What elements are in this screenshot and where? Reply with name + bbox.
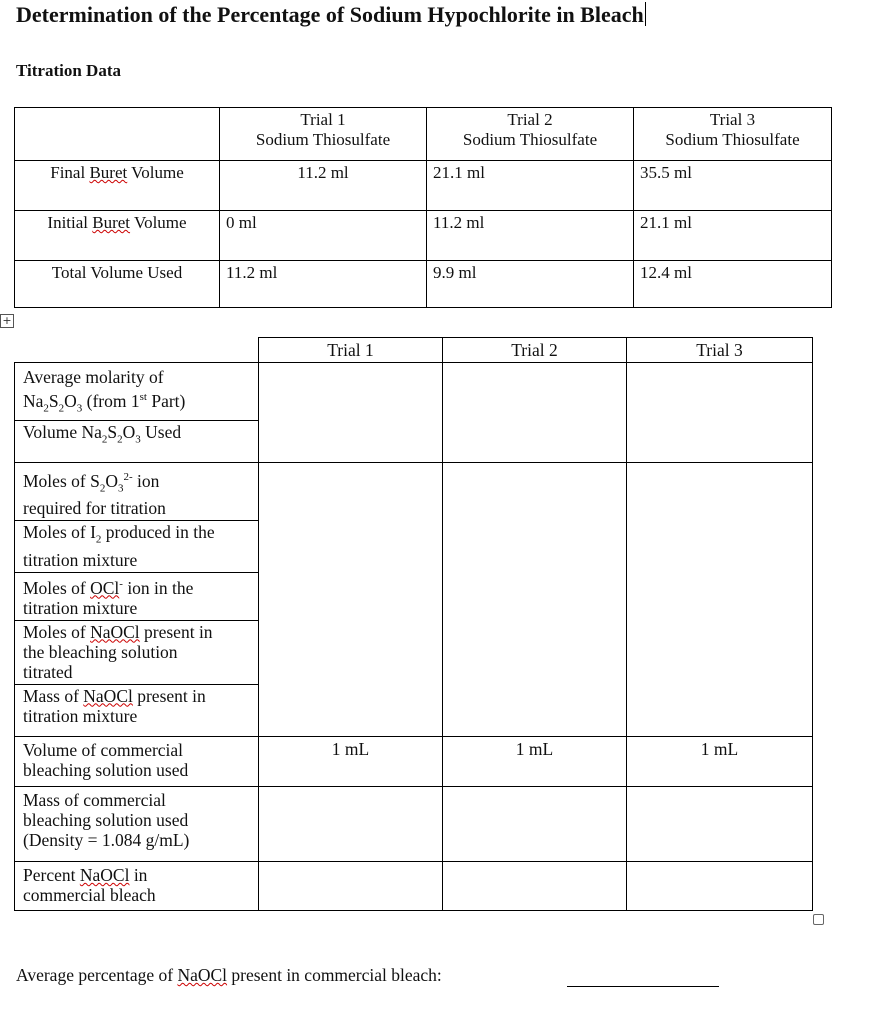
table-row (15, 463, 813, 737)
table-row (15, 261, 832, 308)
average-percentage-label: Average percentage of NaOCl present in commercial bleach: (16, 965, 442, 985)
row-label: Moles of NaOCl present in the bleaching solution titrated (15, 621, 258, 685)
table-cell: 1 mL (443, 737, 627, 787)
table-cell (443, 463, 627, 737)
table-cell: 21.1 ml (427, 161, 634, 211)
table-cell: 11.2 ml (220, 161, 427, 211)
table-cell (627, 862, 813, 911)
header-trial-3: Trial 3 Sodium Thiosulfate (634, 108, 832, 161)
table-cell (627, 363, 813, 463)
table-cell: 1 mL (259, 737, 443, 787)
row-label: Initial Buret Volume (15, 211, 220, 261)
table-cell (443, 862, 627, 911)
table-cell (259, 463, 443, 737)
header-trial-2: Trial 2 Sodium Thiosulfate (427, 108, 634, 161)
section-heading-titration-data: Titration Data (16, 61, 121, 80)
text-cursor (645, 2, 646, 26)
table-cell (259, 787, 443, 862)
table-row (15, 862, 813, 911)
document-title: Determination of the Percentage of Sodium Hypochlorite in Bleach (16, 2, 644, 27)
row-label: Moles of $I_2$ produced in the titration mixture (15, 521, 258, 573)
row-label: Mass of NaOCl present in titration mixture (23, 685, 206, 726)
table-cell (443, 363, 627, 463)
table-cell: 12.4 ml (634, 261, 832, 308)
calculation-table (14, 337, 813, 911)
row-label: Volume $Na_2S_2O_3$ Used (23, 422, 182, 446)
table-row (15, 787, 813, 862)
table-cell: 11.2 ml (220, 261, 427, 308)
row-label: Moles of $S_2O_3^{2-}$ ion required for titration (15, 466, 258, 521)
table-row (15, 363, 813, 463)
header-trial-2: Trial 2 (443, 338, 627, 363)
table-move-handle-icon[interactable]: + (0, 314, 14, 328)
table-header-row (15, 338, 813, 363)
table-cell: 35.5 ml (634, 161, 832, 211)
table-cell (627, 787, 813, 862)
row-label-group (15, 363, 259, 463)
table-cell (443, 787, 627, 862)
row-label: Final Buret Volume (15, 161, 220, 211)
header-trial-3: Trial 3 (627, 338, 813, 363)
row-label-group (15, 463, 259, 737)
table-cell: 0 ml (220, 211, 427, 261)
header-empty-cell (15, 338, 259, 363)
answer-blank-line[interactable] (567, 986, 719, 987)
header-trial-1: Trial 1 (259, 338, 443, 363)
table-resize-handle-icon[interactable] (813, 914, 824, 925)
table-cell: 1 mL (627, 737, 813, 787)
table-cell (259, 862, 443, 911)
table-row (15, 161, 832, 211)
row-label: Total Volume Used (15, 261, 220, 308)
row-label: Volume of commercial bleaching solution used (15, 737, 259, 787)
table-row (15, 211, 832, 261)
table-cell (259, 363, 443, 463)
table-cell: 21.1 ml (634, 211, 832, 261)
row-label: Average molarity of $Na_2S_2O_3$ (from 1st Part) (15, 366, 258, 421)
table-cell: 9.9 ml (427, 261, 634, 308)
table-cell (627, 463, 813, 737)
row-label: Percent NaOCl in commercial bleach (15, 862, 259, 911)
titration-data-table (14, 107, 832, 308)
row-label: Moles of OCl- ion in the titration mixture (15, 573, 258, 621)
header-empty-cell (15, 108, 220, 161)
row-label: Mass of commercial bleaching solution used (Density = 1.084 g/mL) (15, 787, 259, 862)
header-trial-1: Trial 1 Sodium Thiosulfate (220, 108, 427, 161)
table-header-row (15, 108, 832, 161)
table-cell: 11.2 ml (427, 211, 634, 261)
table-row (15, 737, 813, 787)
